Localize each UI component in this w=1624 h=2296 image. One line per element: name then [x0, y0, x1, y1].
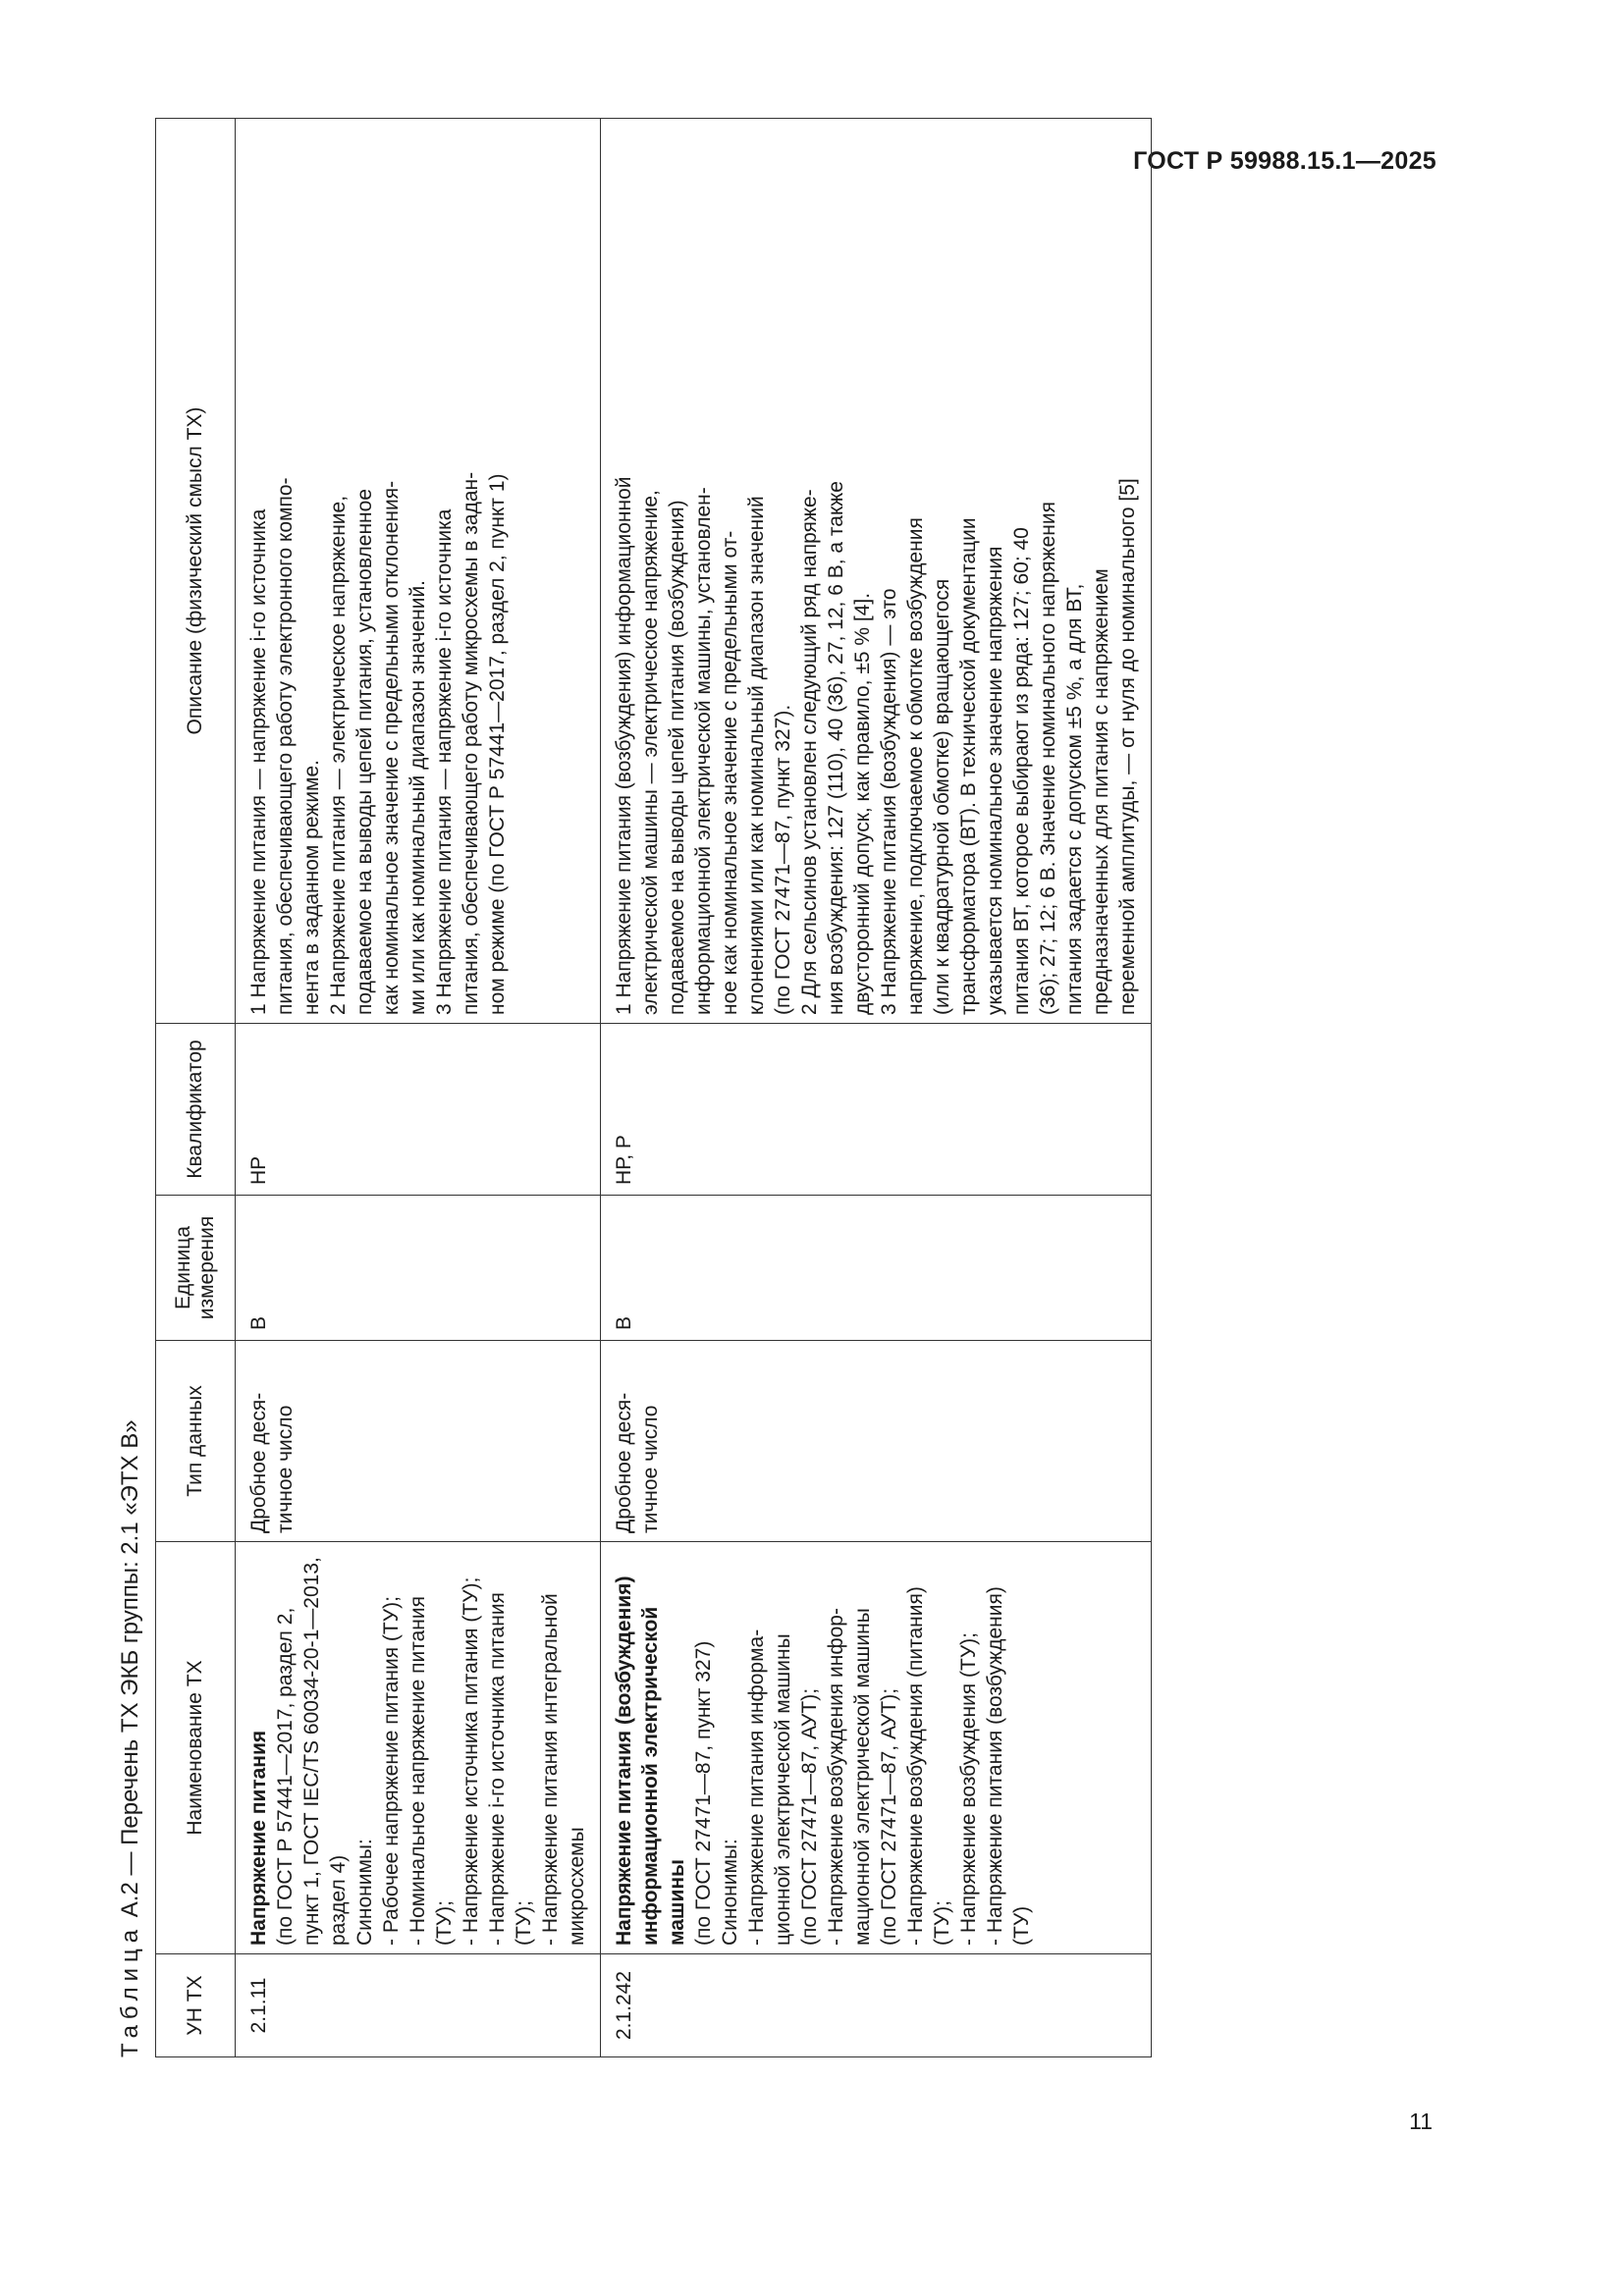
description-line: ми или как номинальный диапазон значений. — [406, 579, 429, 1015]
table-caption — [108, 1419, 153, 2057]
description-line: электрической машины — электрическое напряжение, — [639, 490, 662, 1015]
page-number: 11 — [1409, 2109, 1433, 2134]
name-line: - Напряжение возбуждения инфор- — [825, 1608, 847, 1946]
cell-datatype — [236, 1341, 601, 1542]
name-line: - Напряжение питания информа- — [745, 1629, 768, 1946]
rotated-table-region — [108, 119, 1247, 2057]
name-line: - Номинальное напряжение питания — [406, 1596, 429, 1946]
description-line: 3 Напряжение питания — напряжение i-го источника — [433, 508, 456, 1015]
name-line: (ТУ); — [513, 1900, 535, 1946]
table-row — [236, 119, 601, 2057]
name-title-line: Напряжение питания (возбуждения) — [613, 1575, 635, 1946]
description-line: напряжение, подключаемое к обмотке возбуждения — [904, 517, 927, 1015]
description-line: трансформатора (ВТ). В технической документации — [957, 517, 980, 1015]
name-title-line: информационной электрической — [639, 1606, 662, 1946]
name-line: мационной электрической машины — [851, 1608, 874, 1946]
table-row — [601, 119, 1152, 2057]
description-line: питания ВТ, которое выбирают из ряда: 127; 60; 40 — [1010, 527, 1033, 1015]
cell-unit — [601, 1196, 1152, 1341]
cell-unit — [236, 1196, 601, 1341]
name-line: Синонимы: — [719, 1839, 741, 1946]
description-line: указывается номинальное значение напряжения — [984, 546, 1006, 1015]
name-line: (по ГОСТ 27471—87, пункт 327) — [692, 1640, 715, 1946]
cell-qualifier — [601, 1024, 1152, 1196]
description-line: ния возбуждения: 127 (110), 40 (36), 27, 12, 6 В, а также — [825, 481, 847, 1015]
header-id: УН ТХ — [156, 1954, 236, 2057]
document-code: ГОСТ Р 59988.15.1—2025 — [1133, 147, 1436, 175]
name-line: - Напряжение возбуждения (питания) — [904, 1586, 927, 1946]
name-line: - Напряжение i-го источника питания — [486, 1592, 509, 1946]
description-line: питания задается с допуском ±5 %, а для ВТ, — [1063, 583, 1086, 1015]
unit-text: В — [247, 1315, 270, 1330]
description-line: подаваемое на выводы цепей питания, установленное — [353, 489, 376, 1015]
name-title-line: Напряжение питания — [247, 1730, 270, 1946]
name-line: (по ГОСТ 27471—87, АУТ); — [878, 1687, 900, 1946]
description-line: (или к квадратурной обмотке) вращающегося — [931, 578, 953, 1015]
description-line: подаваемое на выводы цепей питания (возбуждения) — [666, 500, 688, 1015]
qualifier-text: НР — [247, 1155, 270, 1185]
name-line: ционной электрической машины — [772, 1633, 794, 1946]
datatype-line: тичное число — [274, 1405, 297, 1533]
header-description: Описание (физический смысл ТХ) — [156, 119, 236, 1024]
name-line: - Напряжение источника питания (ТУ); — [460, 1576, 482, 1946]
cell-id — [601, 1954, 1152, 2057]
description-line: ное как номинальное значение с предельными от- — [719, 530, 741, 1015]
description-line: питания, обеспечивающего работу электронного компо- — [274, 477, 297, 1015]
characteristics-table — [155, 118, 1152, 2057]
description-line: питания, обеспечивающего работу микросхемы в задан- — [460, 471, 482, 1015]
qualifier-text: НР, Р — [613, 1135, 635, 1185]
name-line: микросхемы — [566, 1827, 588, 1946]
datatype-line: Дробное деся- — [247, 1392, 270, 1533]
name-line: (ТУ); — [931, 1900, 953, 1946]
description-line: предназначенных для питания с напряжением — [1090, 568, 1112, 1015]
description-line: переменной амплитуды, — от нуля до номинального [5] — [1116, 478, 1139, 1015]
description-line: (36); 27; 12; 6 В. Значение номинального напряжения — [1037, 501, 1059, 1015]
header-qualifier: Квалификатор — [156, 1024, 236, 1196]
description-line: клонениями или как номинальный диапазон значений — [745, 496, 768, 1015]
description-line: двусторонний допуск, как правило, ±5 % [4]. — [851, 592, 874, 1015]
header-unit: Единица измерения — [156, 1196, 236, 1341]
id-text: 2.1.242 — [613, 1970, 635, 2041]
caption-text: А.2 — Перечень ТХ ЭКБ группы: 2.1 «ЭТХ В» — [117, 1419, 143, 1918]
caption-prefix: Таблица — [117, 1923, 143, 2057]
name-line: - Напряжение питания интегральной — [539, 1593, 562, 1946]
name-line: пункт 1, ГОСТ IEC/TS 60034-20-1—2013, — [300, 1557, 323, 1946]
cell-name — [236, 1542, 601, 1954]
datatype-line: тичное число — [639, 1405, 662, 1533]
description-line: нента в заданном режиме. — [300, 760, 323, 1015]
description-line: (по ГОСТ 27471—87, пункт 327). — [772, 704, 794, 1015]
cell-description — [601, 119, 1152, 1024]
description-line: как номинальное значение с предельными отклонения- — [380, 480, 403, 1015]
cell-qualifier — [236, 1024, 601, 1196]
description-line: 1 Напряжение питания — напряжение i-го источника — [247, 508, 270, 1015]
name-line: - Рабочее напряжение питания (ТУ); — [380, 1596, 403, 1946]
name-title-line: машины — [666, 1859, 688, 1946]
header-name: Наименование ТХ — [156, 1542, 236, 1954]
name-line: (ТУ) — [1010, 1905, 1033, 1946]
unit-text: В — [613, 1315, 635, 1330]
id-text: 2.1.11 — [247, 1977, 270, 2034]
description-line: информационной электрической машины, установлен- — [692, 487, 715, 1015]
name-line: - Напряжение возбуждения (ТУ); — [957, 1632, 980, 1946]
name-line: раздел 4) — [327, 1854, 350, 1946]
datatype-line: Дробное деся- — [613, 1392, 635, 1533]
cell-description — [236, 119, 601, 1024]
table-header-row — [156, 119, 236, 2057]
description-line: ном режиме (по ГОСТ Р 57441—2017, раздел 2, пункт 1) — [486, 473, 509, 1015]
name-line: (по ГОСТ Р 57441—2017, раздел 2, — [274, 1607, 297, 1946]
name-line: (ТУ); — [433, 1900, 456, 1946]
cell-id — [236, 1954, 601, 2057]
description-line: 2 Для сельсинов установлен следующий ряд напряже- — [798, 489, 821, 1015]
name-line: (по ГОСТ 27471—87, АУТ); — [798, 1687, 821, 1946]
description-line: 1 Напряжение питания (возбуждения) информационной — [613, 476, 635, 1015]
description-line: 2 Напряжение питания — электрическое напряжение, — [327, 495, 350, 1015]
name-line: Синонимы: — [353, 1839, 376, 1946]
name-line: - Напряжение питания (возбуждения) — [984, 1586, 1006, 1946]
header-datatype: Тип данных — [156, 1341, 236, 1542]
cell-name — [601, 1542, 1152, 1954]
cell-datatype — [601, 1341, 1152, 1542]
description-line: 3 Напряжение питания (возбуждения) — это — [878, 588, 900, 1015]
